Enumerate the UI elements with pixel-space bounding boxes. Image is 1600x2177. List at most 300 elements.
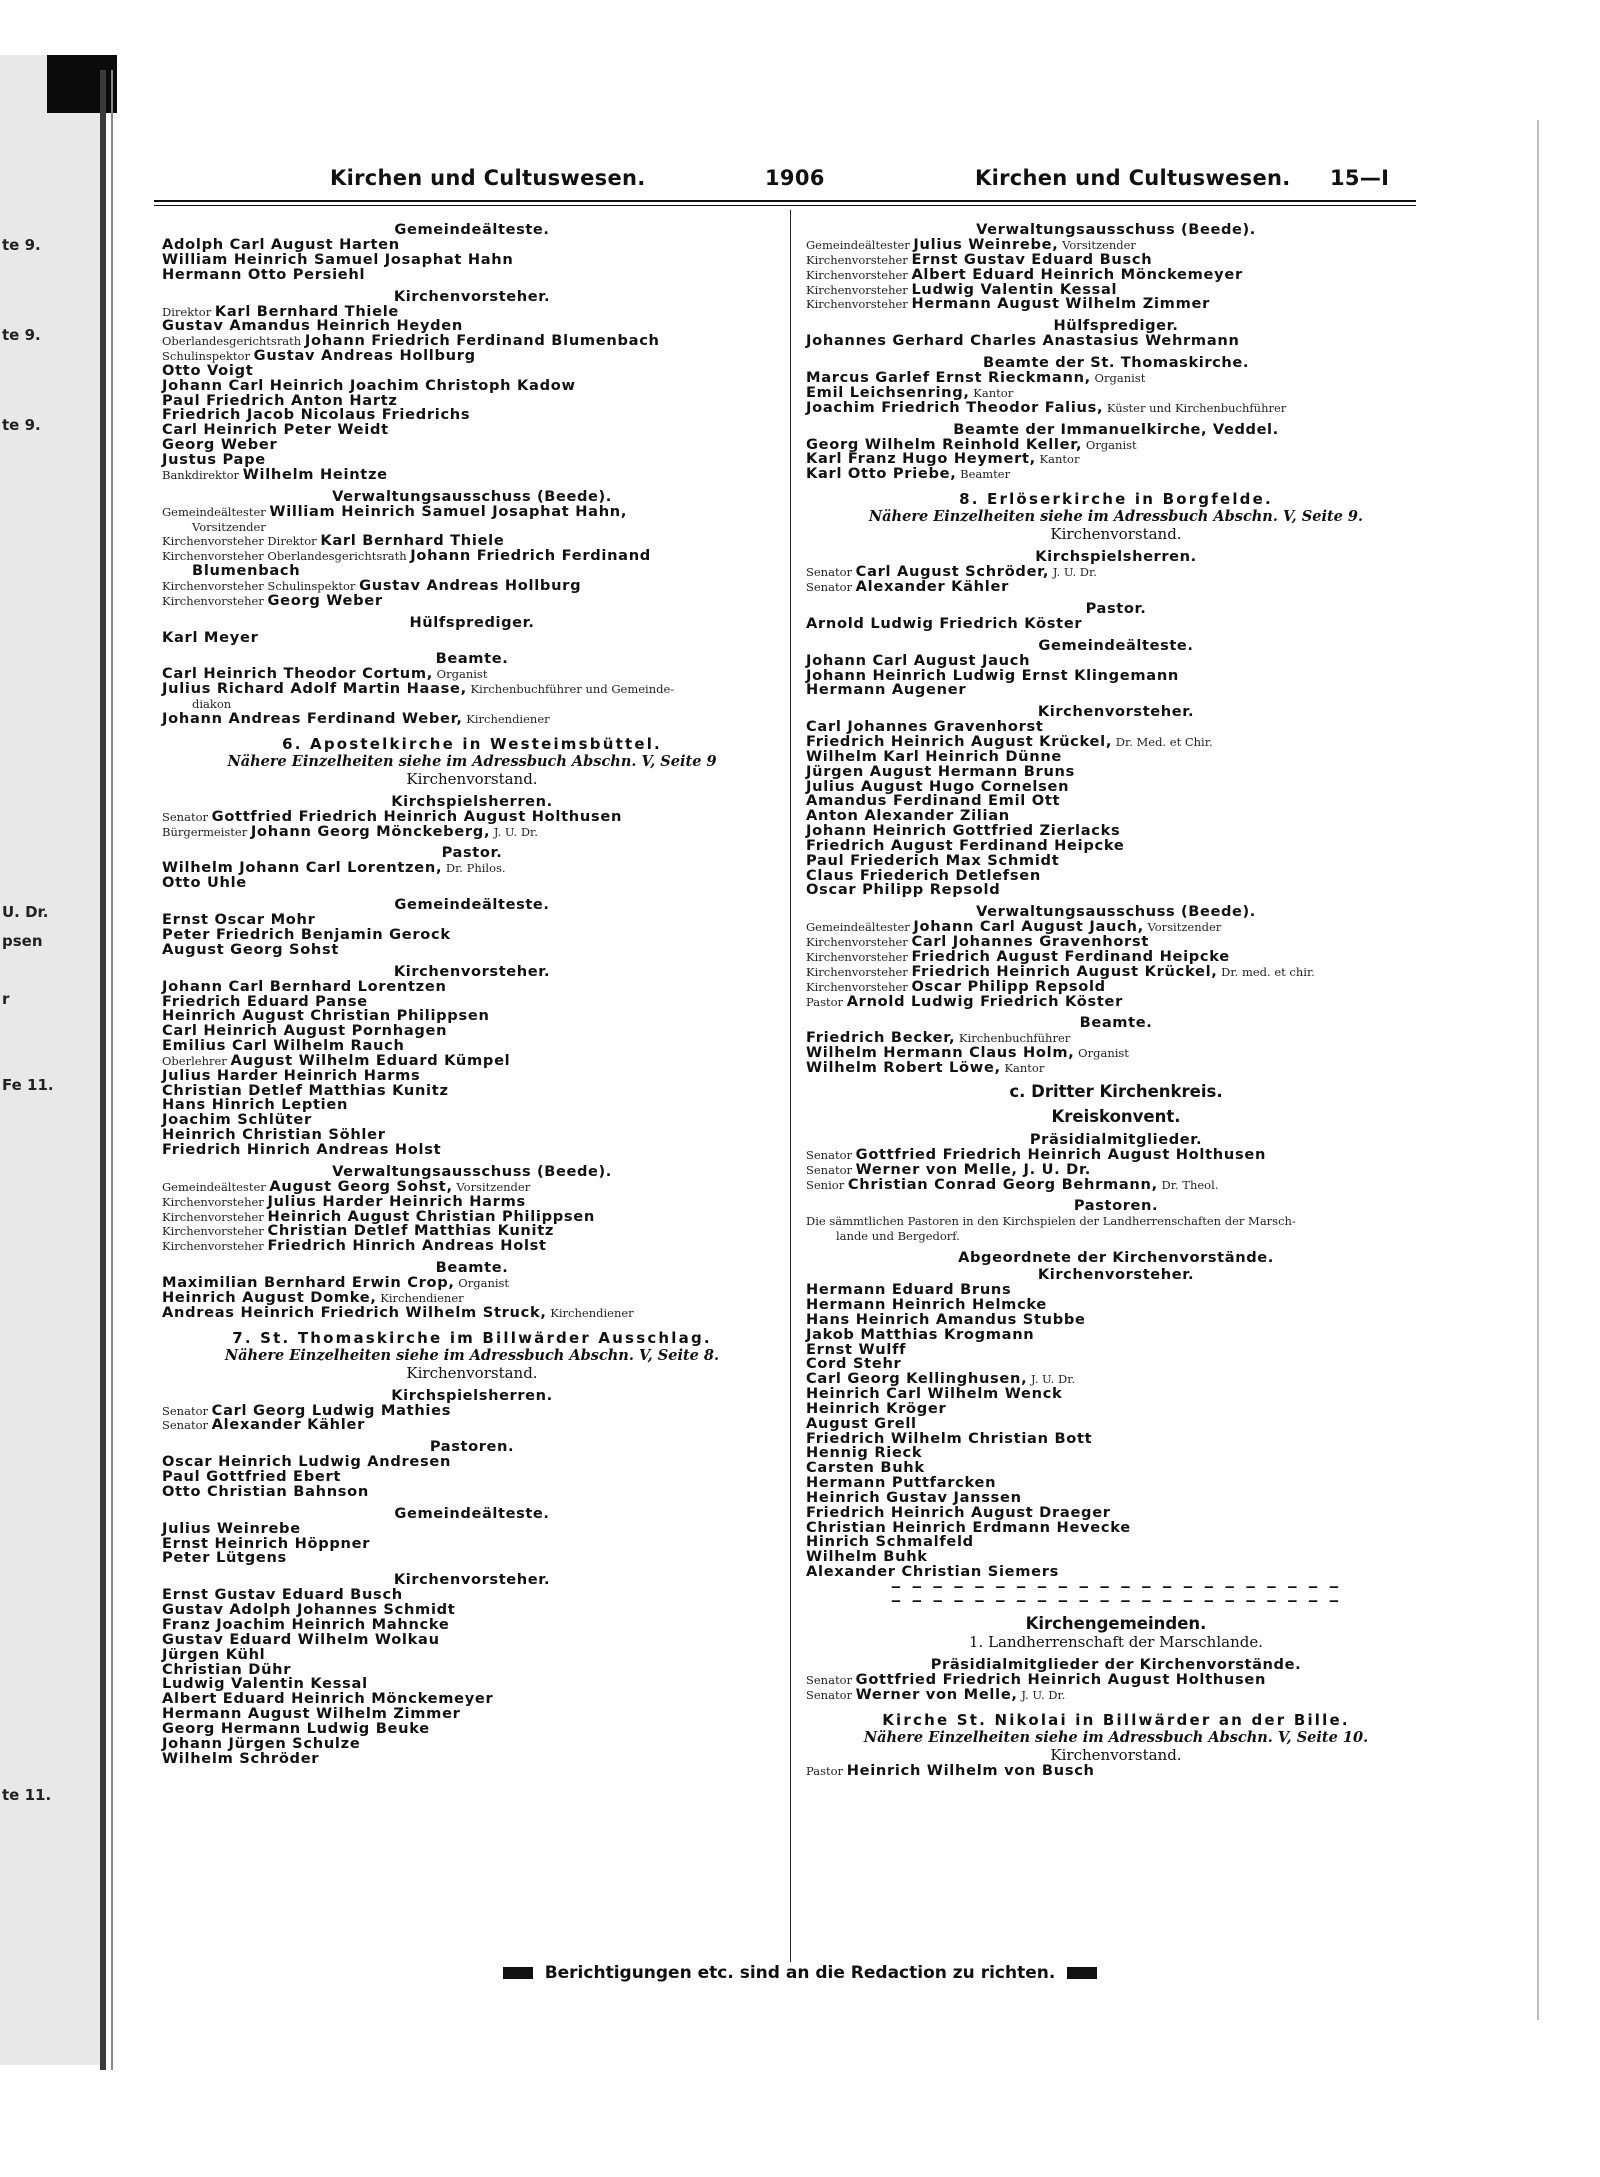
entry bbox=[806, 614, 1426, 632]
entry-name: Carl Johannes Gravenhorst bbox=[911, 933, 1150, 951]
entry-role: J. U. Dr. bbox=[1017, 1687, 1066, 1702]
footer-text: Berichtigungen etc. sind an die Redaction zu richten. bbox=[544, 1963, 1056, 1983]
entry-name: Johannes Gerhard Charles Anastasius Wehrmann bbox=[806, 332, 1240, 350]
entry-name: Jürgen Kühl bbox=[162, 1645, 266, 1663]
subheading: 1. Landherrenschaft der Marschlande. bbox=[968, 1633, 1263, 1651]
entry-title: Senator bbox=[806, 565, 856, 580]
entry bbox=[162, 1749, 782, 1767]
entry-name: Gottfried Friedrich Heinrich August Holthusen bbox=[211, 807, 623, 825]
section-heading: Verwaltungsausschuss (Beede). bbox=[976, 221, 1256, 238]
entry-name: Johann Heinrich Ludwig Ernst Klingemann bbox=[806, 666, 1180, 684]
entry-title: Kirchenvorsteher bbox=[162, 1224, 268, 1239]
entry-name: Heinrich Carl Wilhelm Wenck bbox=[806, 1385, 1063, 1403]
entry-name: Wilhelm Schröder bbox=[162, 1749, 320, 1767]
entry-role: Vorsitzender bbox=[1143, 920, 1222, 935]
entry-title: Kirchenvorsteher bbox=[806, 267, 912, 282]
entry-name: Albert Eduard Heinrich Mönckemeyer bbox=[162, 1690, 494, 1708]
entry-name: Ernst Gustav Eduard Busch bbox=[162, 1586, 403, 1604]
entry-name: Carl Georg Ludwig Mathies bbox=[211, 1401, 452, 1419]
entry bbox=[162, 576, 782, 594]
section-heading: Beamte der Immanuelkirche, Veddel. bbox=[953, 420, 1279, 438]
entry-title: Kirchenvorsteher Oberlandesgerichtsrath bbox=[162, 549, 411, 564]
entry bbox=[162, 265, 782, 283]
entry-title: Pastor bbox=[806, 1763, 847, 1778]
pointing-hand-icon bbox=[503, 1967, 533, 1979]
entry-title: Kirchenvorsteher bbox=[806, 252, 912, 267]
section-heading: Beamte der St. Thomaskirche. bbox=[982, 354, 1250, 372]
entry-role: Vorsitzender bbox=[452, 1179, 531, 1194]
section-heading: Gemeindeälteste. bbox=[1038, 636, 1194, 654]
pointing-hand-icon bbox=[1067, 1967, 1097, 1979]
entry-role: Kirchendiener bbox=[546, 1305, 634, 1320]
church-heading: Kirche St. Nikolai in Billwärder an der Bille. bbox=[882, 1710, 1350, 1729]
entry-name: Karl Otto Priebe, bbox=[806, 465, 957, 483]
entry-role: Dr. Theol. bbox=[1157, 1177, 1219, 1192]
entry-name: Oscar Heinrich Ludwig Andresen bbox=[162, 1453, 452, 1471]
entry-role: Kirchendiener bbox=[376, 1290, 464, 1305]
entry-name: Friedrich Eduard Panse bbox=[162, 992, 368, 1010]
entry-name: Peter Lütgens bbox=[162, 1549, 287, 1567]
left-page-margin bbox=[0, 55, 102, 2065]
entry-role: Küster und Kirchenbuchführer bbox=[1103, 400, 1287, 415]
entry-role: J. U. Dr. bbox=[1049, 565, 1097, 580]
section-heading: Präsidialmitglieder. bbox=[1029, 1130, 1203, 1148]
subheading: Kirchenvorstand. bbox=[1050, 525, 1182, 544]
entry-name: Friedrich Heinrich August Krückel, bbox=[911, 962, 1218, 980]
entry bbox=[806, 1175, 1426, 1193]
entry-title: Senator bbox=[806, 1673, 856, 1687]
entry bbox=[162, 628, 782, 646]
entry-name: Johann Jürgen Schulze bbox=[162, 1734, 361, 1752]
section-heading: Verwaltungsausschuss (Beede). bbox=[332, 1162, 612, 1180]
entry-title: Senior bbox=[806, 1177, 848, 1192]
entry-title: Senator bbox=[162, 1403, 212, 1418]
entry-name: Friedrich Hinrich Andreas Holst bbox=[267, 1237, 547, 1255]
section-heading: Gemeindeälteste. bbox=[394, 1504, 550, 1522]
entry bbox=[806, 683, 1426, 698]
entry-title: Gemeindeältester bbox=[162, 1179, 270, 1194]
entry-title: Kirchenvorsteher bbox=[806, 964, 912, 979]
margin-note: te 9. bbox=[2, 236, 41, 254]
entry-name: Christian Dühr bbox=[162, 1660, 292, 1678]
entry-name: Joachim Friedrich Theodor Falius, bbox=[806, 398, 1104, 416]
entry bbox=[806, 1685, 1426, 1703]
entry-name: Hennig Rieck bbox=[806, 1444, 923, 1462]
entry-name: August Wilhelm Eduard Kümpel bbox=[230, 1051, 511, 1069]
entry-title: Gemeindeältester bbox=[806, 920, 914, 935]
entry-title: Schulinspektor bbox=[162, 349, 254, 364]
entry-name: Adolph Carl August Harten bbox=[162, 236, 400, 253]
entry-name: Georg Weber bbox=[267, 591, 383, 609]
entry-name: Gustav Andreas Hollburg bbox=[253, 347, 476, 365]
entry-title: Oberlehrer bbox=[162, 1053, 231, 1068]
entry-title: Kirchenvorsteher Schulinspektor bbox=[162, 578, 360, 593]
entry-name: Heinrich Kröger bbox=[806, 1399, 947, 1417]
entry-name: Wilhelm Robert Löwe, bbox=[806, 1059, 1001, 1077]
address-note: Nähere Einzelheiten siehe im Adressbuch Abschn. V, Seite 10. bbox=[863, 1728, 1369, 1746]
entry-role: Kantor bbox=[969, 385, 1014, 400]
entry-title: Gemeindeältester bbox=[806, 238, 914, 252]
entry-title: Kirchenvorsteher bbox=[162, 1209, 268, 1224]
entry-name: Anton Alexander Zilian bbox=[806, 807, 1010, 825]
entry-role: J. U. Dr. bbox=[1027, 1372, 1076, 1387]
entry-name: Claus Friederich Detlefsen bbox=[806, 866, 1041, 884]
entry-name: Gottfried Friedrich Heinrich August Holthusen bbox=[855, 1145, 1267, 1163]
entry-name: Gustav Amandus Heinrich Heyden bbox=[162, 317, 463, 335]
entry-name: Johann Carl Bernhard Lorentzen bbox=[162, 977, 447, 995]
entry-role: Organist bbox=[1082, 437, 1137, 452]
entry bbox=[162, 465, 782, 483]
entry-name: Paul Friederich Max Schmidt bbox=[806, 851, 1060, 869]
entry-title: Kirchenvorsteher bbox=[806, 297, 912, 312]
entry-name: Carl Johannes Gravenhorst bbox=[806, 718, 1044, 736]
entry-name: Karl Franz Hugo Heymert, bbox=[806, 450, 1036, 468]
entry bbox=[162, 940, 782, 958]
page-edge-line bbox=[1537, 120, 1539, 2020]
entry-title: Kirchenvorsteher bbox=[806, 979, 912, 994]
entry-name: Heinrich Wilhelm von Busch bbox=[846, 1761, 1095, 1779]
entry-name: Oscar Philipp Repsold bbox=[806, 881, 1001, 899]
section-heading: Hülfsprediger. bbox=[1053, 317, 1179, 335]
section-heading: Abgeordnete der Kirchenvorstände. bbox=[958, 1249, 1274, 1267]
entry-name: Friedrich Hinrich Andreas Holst bbox=[162, 1140, 442, 1158]
header-page-number: 15—I bbox=[1330, 166, 1390, 190]
subheading: Kirchenvorstand. bbox=[406, 1363, 538, 1382]
section-heading: Hülfsprediger. bbox=[409, 613, 535, 631]
entry-name: Otto Voigt bbox=[162, 361, 254, 379]
section-heading: Gemeindeälteste. bbox=[394, 896, 550, 914]
entry-name: Jakob Matthias Krogmann bbox=[806, 1325, 1035, 1343]
entry-name: Johann Friedrich Ferdinand bbox=[410, 547, 651, 565]
entry bbox=[162, 861, 782, 876]
entry-name: August Georg Sohst, bbox=[269, 1177, 453, 1195]
entry-name: Maximilian Bernhard Erwin Crop, bbox=[162, 1274, 455, 1292]
section-heading: Präsidialmitglieder der Kirchenvorstände. bbox=[930, 1656, 1302, 1673]
district-heading: Kreiskonvent. bbox=[1051, 1106, 1181, 1126]
entry-title: Senator bbox=[806, 1162, 856, 1177]
entry-name: Marcus Garlef Ernst Rieckmann, bbox=[806, 369, 1091, 387]
entry-name: Jürgen August Hermann Bruns bbox=[806, 762, 1076, 780]
entry bbox=[806, 398, 1426, 416]
entry-title: Kirchenvorsteher bbox=[162, 1239, 268, 1254]
entry bbox=[162, 876, 782, 891]
entry-name: Heinrich Christian Söhler bbox=[162, 1126, 386, 1144]
entry-name: Karl Bernhard Thiele bbox=[214, 302, 400, 320]
district-heading: c. Dritter Kirchenkreis. bbox=[1009, 1081, 1223, 1101]
note-text: lande und Bergedorf. bbox=[836, 1229, 960, 1244]
entry-name: Otto Uhle bbox=[162, 874, 247, 892]
entry-name: Oscar Philipp Repsold bbox=[911, 977, 1106, 995]
entry-name: Friedrich Wilhelm Christian Bott bbox=[806, 1429, 1093, 1447]
entry-continuation: Vorsitzender bbox=[192, 519, 266, 534]
entry-name: Alexander Kähler bbox=[855, 577, 1009, 595]
margin-note: te 11. bbox=[2, 1786, 52, 1804]
entry-role: Vorsitzender bbox=[1058, 238, 1136, 252]
entry-name: Carl August Schröder, bbox=[855, 563, 1050, 581]
entry-role: Dr. med. et chir. bbox=[1217, 964, 1315, 979]
entry-name: Friedrich August Ferdinand Heipcke bbox=[806, 836, 1125, 854]
section-heading: Pastor. bbox=[441, 844, 503, 862]
entry-name: Friedrich Becker, bbox=[806, 1029, 956, 1047]
entry-continuation: Blumenbach bbox=[192, 562, 301, 580]
entry-name: Julius Weinrebe, bbox=[913, 236, 1059, 253]
entry bbox=[162, 709, 782, 727]
entry-name: Hans Hinrich Leptien bbox=[162, 1096, 349, 1114]
entry-name: Carl Heinrich August Pornhagen bbox=[162, 1022, 448, 1040]
section-heading: Pastoren. bbox=[429, 1438, 515, 1456]
entry-name: Johann Carl Heinrich Joachim Christoph Kadow bbox=[162, 376, 576, 394]
section-heading: Gemeindeälteste. bbox=[394, 221, 550, 238]
entry-role: Dr. Philos. bbox=[442, 861, 506, 876]
entry-name: Andreas Heinrich Friedrich Wilhelm Struck, bbox=[162, 1303, 547, 1321]
entry-role: Kantor bbox=[1000, 1061, 1045, 1076]
entry-role: Kirchendiener bbox=[462, 711, 550, 726]
entry-name: Friedrich Heinrich August Draeger bbox=[806, 1503, 1111, 1521]
entry-role: Organist bbox=[433, 667, 488, 682]
entry-name: Alexander Christian Siemers bbox=[806, 1563, 1060, 1581]
entry-title: Kirchenvorsteher bbox=[162, 1194, 268, 1209]
entry-name: Hinrich Schmalfeld bbox=[806, 1533, 974, 1551]
entry-name: Emil Leichsenring, bbox=[806, 383, 970, 401]
entry-role: Organist bbox=[454, 1276, 510, 1291]
entry bbox=[162, 1551, 782, 1566]
margin-note: psen bbox=[2, 932, 43, 950]
entry-name: Friedrich Jacob Nicolaus Friedrichs bbox=[162, 406, 471, 424]
entry bbox=[162, 1140, 782, 1158]
section-heading: Beamte. bbox=[1079, 1014, 1153, 1032]
entry-title: Senator bbox=[806, 1687, 856, 1702]
entry-title: Senator bbox=[162, 1418, 212, 1433]
entry bbox=[162, 1239, 782, 1254]
entry-name: Heinrich August Domke, bbox=[162, 1288, 377, 1306]
margin-note: Fe 11. bbox=[2, 1076, 54, 1094]
entry-name: Hermann August Wilhelm Zimmer bbox=[911, 295, 1210, 313]
entry bbox=[806, 883, 1426, 898]
entry bbox=[806, 577, 1426, 595]
entry-name: Karl Meyer bbox=[162, 628, 259, 646]
entry-name: Werner von Melle, J. U. Dr. bbox=[855, 1160, 1092, 1178]
entry-title: Kirchenvorsteher Direktor bbox=[162, 534, 321, 549]
entry bbox=[806, 334, 1426, 349]
entry-name: Johann Carl August Jauch bbox=[806, 651, 1031, 669]
entry-name: Heinrich August Christian Philippsen bbox=[267, 1207, 595, 1225]
entry-name: Paul Friedrich Anton Hartz bbox=[162, 391, 398, 409]
entry-name: Gustav Eduard Wilhelm Wolkau bbox=[162, 1630, 440, 1648]
section-heading: Kirchspielsherren. bbox=[391, 792, 553, 810]
entry-name: Hermann Puttfarcken bbox=[806, 1474, 997, 1492]
column-divider bbox=[790, 210, 791, 1962]
entry-name: Georg Weber bbox=[162, 436, 278, 454]
entry-title: Senator bbox=[806, 1147, 856, 1162]
entry-title: Direktor bbox=[162, 304, 215, 319]
entry bbox=[806, 1761, 1426, 1779]
binding-gutter bbox=[100, 70, 106, 2070]
entry-name: Christian Conrad Georg Behrmann, bbox=[847, 1175, 1158, 1193]
entry-name: Wilhelm Johann Carl Lorentzen, bbox=[162, 859, 443, 877]
entry-name: Wilhelm Hermann Claus Holm, bbox=[806, 1044, 1075, 1062]
margin-note: r bbox=[2, 990, 10, 1008]
section-heading: Kirchenvorsteher. bbox=[1037, 1266, 1195, 1284]
section-heading: Verwaltungsausschuss (Beede). bbox=[976, 903, 1256, 921]
entry-name: Ernst Oscar Mohr bbox=[162, 911, 316, 929]
entry-name: Johann Heinrich Gottfried Zierlacks bbox=[806, 822, 1121, 840]
header-right-title: Kirchen und Cultuswesen. bbox=[975, 166, 1291, 190]
entry-name: Heinrich August Christian Philippsen bbox=[162, 1007, 490, 1025]
entry-name: Friedrich August Ferdinand Heipcke bbox=[911, 948, 1230, 965]
entry-name: Hermann Heinrich Helmcke bbox=[806, 1295, 1048, 1313]
entry bbox=[806, 962, 1426, 980]
entry-name: Julius Weinrebe bbox=[162, 1519, 301, 1537]
entry bbox=[806, 992, 1426, 1010]
note-text: Die sämmtlichen Pastoren in den Kirchspielen der Landherrenschaften der Marsch- bbox=[806, 1214, 1296, 1229]
entry-title: Senator bbox=[162, 809, 212, 824]
entry-name: Ernst Wulff bbox=[806, 1340, 907, 1358]
entry bbox=[162, 1303, 782, 1321]
margin-note: te 9. bbox=[2, 326, 41, 344]
section-heading: Pastoren. bbox=[1073, 1197, 1159, 1215]
margin-note: te 9. bbox=[2, 416, 41, 434]
entry-name: August Grell bbox=[806, 1414, 917, 1432]
section-heading: Kirchenvorsteher. bbox=[393, 1571, 551, 1589]
entry bbox=[162, 822, 782, 840]
entry-title: Gemeindeältester bbox=[162, 504, 270, 519]
entry-name: Gustav Adolph Johannes Schmidt bbox=[162, 1601, 456, 1619]
entry-name: Hermann Augener bbox=[806, 681, 967, 699]
entry-name: Friedrich Heinrich August Krückel, bbox=[806, 733, 1113, 751]
left-column bbox=[162, 216, 782, 1766]
binding-gutter-line bbox=[111, 70, 113, 2070]
entry-title: Oberlandesgerichtsrath bbox=[162, 334, 305, 349]
entry-name: Otto Christian Bahnson bbox=[162, 1482, 369, 1500]
entry-name: Arnold Ludwig Friedrich Köster bbox=[806, 614, 1083, 632]
entry-name: Heinrich Gustav Janssen bbox=[806, 1488, 1022, 1506]
entry-name: Georg Hermann Ludwig Beuke bbox=[162, 1719, 430, 1737]
entry-name: Johann Carl August Jauch, bbox=[913, 918, 1144, 936]
entry-name: Christian Detlef Matthias Kunitz bbox=[162, 1081, 449, 1099]
entry-name: Alexander Kähler bbox=[211, 1416, 365, 1434]
entry-name: William Heinrich Samuel Josaphat Hahn, bbox=[269, 502, 628, 520]
church-heading: 6. Apostelkirche in Westeimsbüttel. bbox=[282, 734, 662, 753]
entry bbox=[162, 682, 782, 697]
entry-name: Carl Heinrich Theodor Cortum, bbox=[162, 665, 434, 683]
right-column bbox=[806, 216, 1426, 1779]
entry bbox=[806, 467, 1426, 482]
entry-name: Hans Heinrich Amandus Stubbe bbox=[806, 1310, 1086, 1328]
dash-separator: — — — — — — — — — — — — — — — — — — — — — — bbox=[891, 1593, 1341, 1609]
entry bbox=[806, 1061, 1426, 1076]
entry-name: Wilhelm Karl Heinrich Dünne bbox=[806, 747, 1063, 765]
entry-name: William Heinrich Samuel Josaphat Hahn bbox=[162, 250, 514, 268]
entry-name: Hermann Otto Persiehl bbox=[162, 265, 366, 283]
section-heading: Beamte. bbox=[435, 1259, 509, 1277]
entry-role: Kirchenbuchführer bbox=[955, 1031, 1071, 1046]
page-header bbox=[0, 166, 1600, 196]
header-left-title: Kirchen und Cultuswesen. bbox=[330, 166, 646, 190]
entry-role: J. U. Dr. bbox=[490, 824, 538, 839]
entry-name: Justus Pape bbox=[162, 450, 266, 468]
entry-name: Carl Georg Kellinghusen, bbox=[806, 1370, 1028, 1388]
entry-name: Julius August Hugo Cornelsen bbox=[806, 777, 1070, 795]
entry-name: Albert Eduard Heinrich Mönckemeyer bbox=[911, 265, 1243, 283]
entry-name: Julius Richard Adolf Martin Haase, bbox=[162, 680, 467, 698]
entry-name: Ludwig Valentin Kessal bbox=[911, 280, 1118, 298]
entry-name: Gustav Andreas Hollburg bbox=[359, 576, 582, 594]
entry-role: Dr. Med. et Chir. bbox=[1112, 735, 1213, 750]
section-heading: Kirchenvorsteher. bbox=[393, 287, 551, 305]
entry-name: Ludwig Valentin Kessal bbox=[162, 1675, 368, 1693]
entry-name: Carl Heinrich Peter Weidt bbox=[162, 421, 389, 439]
footer-note bbox=[0, 1963, 1600, 1983]
header-rule-thin bbox=[154, 205, 1416, 206]
entry-name: Peter Friedrich Benjamin Gerock bbox=[162, 926, 451, 943]
entry bbox=[162, 591, 782, 609]
subheading: Kirchenvorstand. bbox=[406, 769, 538, 788]
address-note: Nähere Einzelheiten siehe im Adressbuch Abschn. V, Seite 9 bbox=[227, 752, 717, 770]
entry-name: Johann Georg Mönckeberg, bbox=[250, 822, 491, 840]
entry-title: Senator bbox=[806, 579, 856, 594]
section-heading: Kirchenvorsteher. bbox=[1037, 703, 1195, 721]
section-heading: Pastor. bbox=[1085, 599, 1147, 617]
section-heading: Beamte. bbox=[435, 650, 509, 668]
entry-name: Julius Harder Heinrich Harms bbox=[162, 1066, 421, 1084]
entry-name: Christian Detlef Matthias Kunitz bbox=[267, 1222, 555, 1240]
entry-name: Wilhelm Buhk bbox=[806, 1548, 928, 1566]
margin-note: U. Dr. bbox=[2, 903, 49, 921]
entry-name: August Georg Sohst bbox=[162, 940, 340, 958]
entry-name: Franz Joachim Heinrich Mahncke bbox=[162, 1616, 450, 1633]
entry-name: Carsten Buhk bbox=[806, 1459, 925, 1477]
church-heading: 8. Erlöserkirche in Borgfelde. bbox=[959, 490, 1273, 509]
entry-name: Ernst Gustav Eduard Busch bbox=[911, 250, 1153, 268]
entry bbox=[162, 1482, 782, 1500]
entry-name: Emilius Carl Wilhelm Rauch bbox=[162, 1037, 405, 1055]
entry-role: Beamter bbox=[956, 467, 1011, 482]
section-heading: Kirchspielsherren. bbox=[1035, 548, 1197, 566]
black-tab bbox=[47, 55, 117, 113]
dash-separator: — — — — — — — — — — — — — — — — — — — — — — bbox=[891, 1579, 1341, 1595]
entry-name: Cord Stehr bbox=[806, 1355, 902, 1373]
entry-name: Hermann August Wilhelm Zimmer bbox=[162, 1705, 461, 1723]
entry bbox=[162, 502, 782, 520]
entry-role: Kirchenbuchführer und Gemeinde- bbox=[466, 682, 675, 697]
entry-title: Kirchenvorsteher bbox=[806, 282, 912, 297]
entry bbox=[162, 1418, 782, 1433]
entry-name: Johann Andreas Ferdinand Weber, bbox=[162, 709, 463, 727]
header-year: 1906 bbox=[765, 166, 825, 190]
entry-name: Werner von Melle, bbox=[855, 1685, 1018, 1703]
address-note: Nähere Einzelheiten siehe im Adressbuch Abschn. V, Seite 9. bbox=[868, 508, 1364, 526]
entry-name: Joachim Schlüter bbox=[162, 1111, 312, 1129]
entry-title: Pastor bbox=[806, 994, 847, 1009]
entry-name: Arnold Ludwig Friedrich Köster bbox=[846, 992, 1124, 1010]
entry-name: Julius Harder Heinrich Harms bbox=[267, 1192, 526, 1210]
entry-name: Hermann Eduard Bruns bbox=[806, 1281, 1012, 1299]
entry-name: Christian Heinrich Erdmann Hevecke bbox=[806, 1518, 1131, 1536]
entry-name: Georg Wilhelm Reinhold Keller, bbox=[806, 435, 1083, 453]
entry-role: Organist bbox=[1090, 371, 1146, 386]
entry-name: Karl Bernhard Thiele bbox=[320, 532, 505, 550]
address-note: Nähere Einzelheiten siehe im Adressbuch Abschn. V, Seite 8. bbox=[224, 1346, 720, 1364]
entry-title: Kirchenvorsteher bbox=[806, 935, 912, 950]
entry bbox=[806, 297, 1426, 312]
entry-name: Gottfried Friedrich Heinrich August Holthusen bbox=[855, 1671, 1267, 1688]
church-heading: 7. St. Thomaskirche im Billwärder Ausschlag. bbox=[232, 1328, 712, 1347]
entry-name: Wilhelm Heintze bbox=[242, 465, 388, 483]
entry-title: Bankdirektor bbox=[162, 467, 243, 482]
entry-name: Johann Friedrich Ferdinand Blumenbach bbox=[304, 332, 660, 350]
section-heading: Kirchspielsherren. bbox=[391, 1386, 553, 1404]
entry-title: Kirchenvorsteher bbox=[162, 593, 268, 608]
